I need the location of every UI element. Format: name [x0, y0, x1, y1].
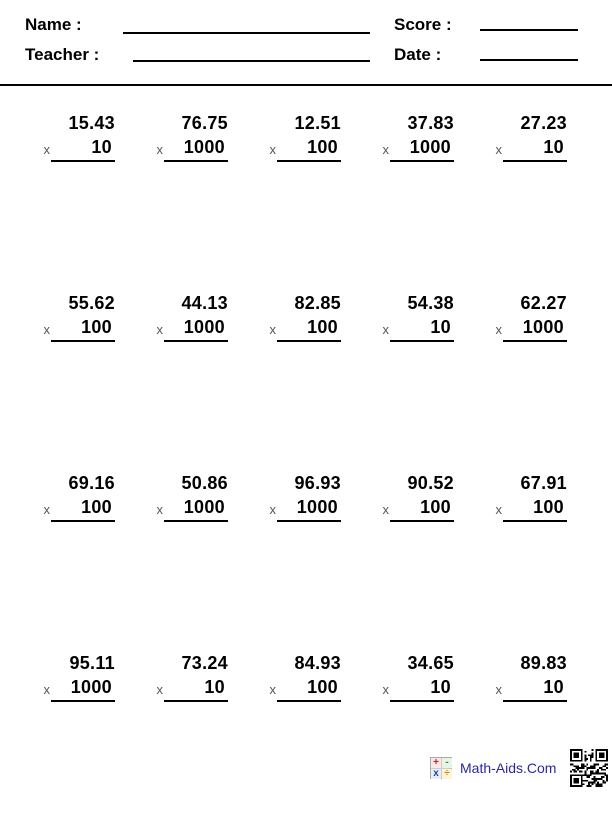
multiply-operator: x: [495, 322, 502, 337]
answer-line: [503, 496, 567, 522]
teacher-label: Teacher :: [25, 45, 100, 64]
multiplier-row: [4, 676, 115, 702]
multiplier: 1000: [183, 317, 225, 337]
multiplier: 1000: [522, 317, 564, 337]
plus-icon: +: [431, 758, 441, 768]
multiplier: 100: [420, 497, 451, 517]
multiply-operator: x: [156, 502, 163, 517]
date-field-line: [480, 45, 578, 61]
multiplier: 100: [307, 317, 338, 337]
multiply-operator: x: [43, 142, 50, 157]
answer-line: [164, 316, 228, 342]
multiply-operator: x: [156, 322, 163, 337]
multiplier: 100: [533, 497, 564, 517]
multiplicand: 34.65: [407, 653, 454, 673]
multiplier-row: [456, 676, 567, 702]
multiplier: 10: [543, 677, 564, 697]
multiplier-row: [4, 496, 115, 522]
problem: [117, 292, 230, 472]
multiplier-row: [4, 316, 115, 342]
name-label: Name :: [25, 15, 82, 34]
multiply-operator: x: [382, 682, 389, 697]
multiplicand: 54.38: [407, 293, 454, 313]
multiplicand: 82.85: [294, 293, 341, 313]
multiplicand: 62.27: [520, 293, 567, 313]
multiplier: 1000: [409, 137, 451, 157]
multiplier-row: [343, 316, 454, 342]
multiplier-row: [456, 136, 567, 162]
multiply-operator: x: [495, 142, 502, 157]
multiplier-row: [456, 496, 567, 522]
multiply-operator: x: [43, 322, 50, 337]
answer-line: [277, 496, 341, 522]
problem: [456, 472, 569, 652]
minus-icon: -: [442, 758, 452, 768]
multiplicand: 27.23: [520, 113, 567, 133]
multiplier: 100: [307, 677, 338, 697]
multiply-operator: x: [269, 502, 276, 517]
multiply-operator: x: [43, 682, 50, 697]
multiply-operator: x: [495, 502, 502, 517]
answer-line: [390, 496, 454, 522]
problem: [456, 292, 569, 472]
multiplicand: 76.75: [181, 113, 228, 133]
multiplicand: 90.52: [407, 473, 454, 493]
multiply-operator: x: [269, 682, 276, 697]
multiplicand: 55.62: [68, 293, 115, 313]
multiplicand: 89.83: [520, 653, 567, 673]
problem: [343, 472, 456, 652]
multiplier-row: [456, 316, 567, 342]
problem: [230, 292, 343, 472]
multiplier: 100: [81, 497, 112, 517]
answer-line: [277, 316, 341, 342]
answer-line: [390, 136, 454, 162]
answer-line: [164, 676, 228, 702]
math-operations-icon: [430, 757, 452, 779]
problem: [117, 472, 230, 652]
multiplier-row: [230, 316, 341, 342]
multiplicand: 67.91: [520, 473, 567, 493]
multiplicand: 96.93: [294, 473, 341, 493]
multiplicand: 73.24: [181, 653, 228, 673]
multiply-operator: x: [269, 322, 276, 337]
multiplier-row: [343, 676, 454, 702]
times-icon: x: [431, 769, 441, 779]
multiplier: 10: [543, 137, 564, 157]
teacher-field-line: [133, 46, 370, 62]
multiply-operator: x: [382, 142, 389, 157]
multiplier: 1000: [183, 137, 225, 157]
brand-link[interactable]: [430, 757, 556, 779]
answer-line: [390, 316, 454, 342]
multiplier: 100: [81, 317, 112, 337]
problem: [117, 112, 230, 292]
score-label: Score :: [394, 15, 452, 34]
multiplicand: 37.83: [407, 113, 454, 133]
multiply-operator: x: [269, 142, 276, 157]
multiply-operator: x: [156, 682, 163, 697]
multiplier-row: [230, 136, 341, 162]
answer-line: [51, 316, 115, 342]
multiplier: 1000: [296, 497, 338, 517]
multiply-operator: x: [382, 502, 389, 517]
answer-line: [164, 136, 228, 162]
multiplier: 10: [91, 137, 112, 157]
problem: [4, 652, 117, 832]
answer-line: [51, 496, 115, 522]
multiplicand: 69.16: [68, 473, 115, 493]
answer-line: [51, 676, 115, 702]
multiplicand: 12.51: [294, 113, 341, 133]
multiplier: 10: [430, 317, 451, 337]
multiply-operator: x: [43, 502, 50, 517]
multiplier-row: [343, 136, 454, 162]
multiplier-row: [117, 676, 228, 702]
multiplicand: 95.11: [69, 653, 115, 673]
multiply-operator: x: [156, 142, 163, 157]
answer-line: [390, 676, 454, 702]
problem: [456, 652, 569, 832]
multiplier-row: [117, 316, 228, 342]
multiplier: 10: [430, 677, 451, 697]
multiplier: 10: [204, 677, 225, 697]
multiplicand: 44.13: [181, 293, 228, 313]
problem: [230, 472, 343, 652]
answer-line: [503, 136, 567, 162]
multiplier-row: [117, 136, 228, 162]
multiplier-row: [230, 676, 341, 702]
problem: [343, 112, 456, 292]
answer-line: [277, 136, 341, 162]
date-label: Date :: [394, 45, 442, 64]
multiply-operator: x: [382, 322, 389, 337]
problem: [230, 112, 343, 292]
problems-grid: [4, 112, 569, 832]
problem: [343, 292, 456, 472]
qr-code-icon: [570, 749, 608, 787]
multiplier-row: [4, 136, 115, 162]
multiplicand: 84.93: [294, 653, 341, 673]
problem: [4, 292, 117, 472]
problem: [4, 472, 117, 652]
multiplier: 100: [307, 137, 338, 157]
multiplicand: 50.86: [181, 473, 228, 493]
multiplier: 1000: [183, 497, 225, 517]
divide-icon: ÷: [442, 769, 452, 779]
brand-label: Math-Aids.Com: [460, 760, 557, 776]
problem: [230, 652, 343, 832]
score-field-line: [480, 15, 578, 31]
answer-line: [277, 676, 341, 702]
name-field-line: [123, 18, 370, 34]
multiplier-row: [343, 496, 454, 522]
header-divider: [0, 84, 612, 86]
problem: [117, 652, 230, 832]
multiplier-row: [117, 496, 228, 522]
multiplier: 1000: [70, 677, 112, 697]
answer-line: [503, 316, 567, 342]
problem: [343, 652, 456, 832]
problem: [4, 112, 117, 292]
multiplicand: 15.43: [68, 113, 115, 133]
answer-line: [164, 496, 228, 522]
answer-line: [503, 676, 567, 702]
problem: [456, 112, 569, 292]
answer-line: [51, 136, 115, 162]
multiply-operator: x: [495, 682, 502, 697]
multiplier-row: [230, 496, 341, 522]
